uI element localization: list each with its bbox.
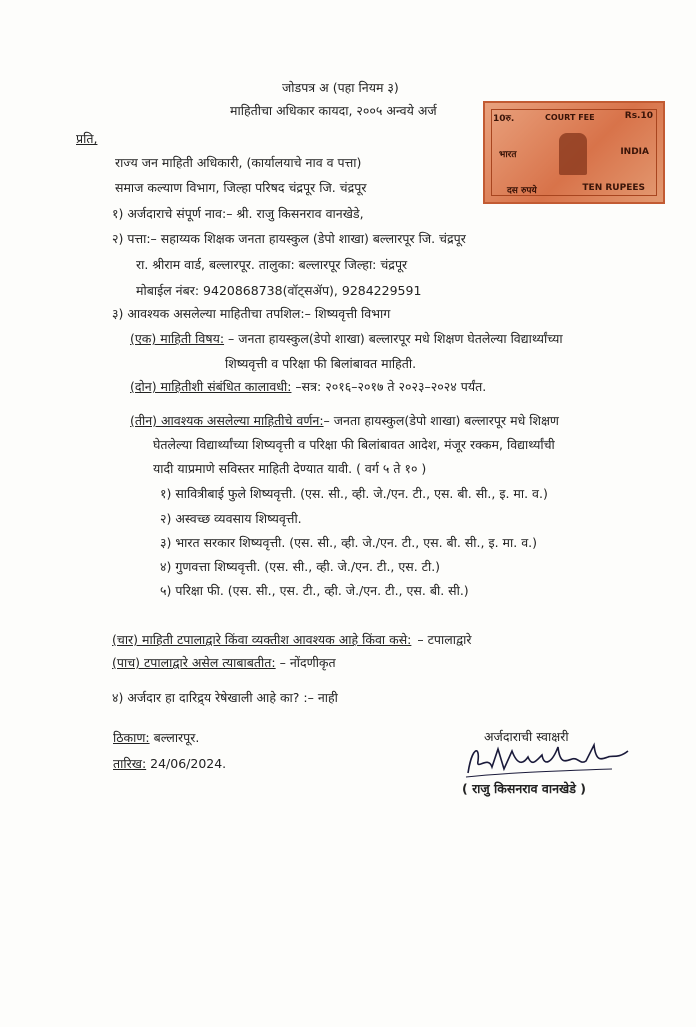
date-value: 24/06/2024.: [146, 756, 227, 771]
bpl-line: ४) अर्जदार हा दारिद्र्य रेषेखाली आहे का? :– नाही: [112, 690, 338, 705]
delivery-mode-text: – टपालाद्वारे: [417, 632, 472, 647]
stamp-court-fee: COURT FEE: [545, 113, 595, 122]
description-line-3: यादी याप्रमाणे सविस्तर माहिती देण्यात यावी. ( वर्ग ५ ते १० ): [153, 461, 427, 476]
signatory-name: ( राजु किसनराव वानखेडे ): [462, 781, 587, 796]
delivery-mode-line: [112, 632, 472, 648]
postal-type-line: [112, 655, 336, 671]
date-line: [113, 756, 226, 772]
header-line-2: माहितीचा अधिकार कायदा, २००५ अन्वये अर्ज: [230, 103, 437, 118]
address-line-2: रा. श्रीराम वार्ड, बल्लारपूर. तालुका: बल्लारपूर जिल्हा: चंद्रपूर: [136, 257, 408, 272]
mobile-line: मोबाईल नंबर: 9420868738(वॉट्सॲप), 9284229591: [136, 283, 422, 298]
handwritten-signature: [462, 737, 632, 781]
postal-type-text: – नोंदणीकृत: [275, 655, 336, 670]
place-line: [113, 730, 199, 746]
subject-line: [130, 331, 563, 347]
stamp-value-left: 10रु.: [493, 114, 515, 124]
postal-type-label: (पाच) टपालाद्वारे असेल त्याबाबतीत:: [112, 655, 276, 670]
date-label: तारिख:: [113, 756, 147, 771]
subject-label: (एक) माहिती विषय:: [130, 331, 225, 346]
place-value: बल्लारपूर.: [149, 730, 200, 745]
info-required: ३) आवश्यक असलेल्या माहितीचा तपशिल:– शिष्यवृत्ती विभाग: [112, 306, 391, 321]
applicant-name: १) अर्जदाराचे संपूर्ण नाव:– श्री. राजु किसनराव वानखेडे,: [112, 206, 364, 221]
prati: प्रति,: [76, 131, 98, 146]
subject-line-2: शिष्यवृत्ती व परिक्षा फी बिलांबावत माहिती.: [225, 356, 417, 371]
stamp-india: INDIA: [620, 147, 649, 157]
court-fee-stamp: [483, 101, 665, 204]
period-text: –सत्र: २०१६–२०१७ ते २०२३–२०२४ पर्यंत.: [291, 379, 487, 394]
address-line-1: २) पत्ता:– सहाय्यक शिक्षक जनता हायस्कुल (डेपो शाखा) बल्लारपूर जि. चंद्रपूर: [112, 231, 466, 246]
description-line: [130, 413, 559, 429]
stamp-value-right: Rs.10: [624, 111, 653, 121]
description-label: (तीन) आवश्यक असलेल्या माहितीचे वर्णन:: [130, 413, 324, 428]
place-label: ठिकाण:: [113, 730, 150, 745]
subject-text: – जनता हायस्कुल(डेपो शाखा) बल्लारपूर मधे शिक्षण घेतलेल्या विद्यार्थ्यांच्या: [224, 331, 563, 346]
list-item: ३) भारत सरकार शिष्यवृत्ती. (एस. सी., व्ही. जे./एन. टी., एस. बी. सी., इ. मा. व.): [160, 535, 537, 550]
stamp-bharat: भारत: [499, 150, 517, 160]
national-emblem-icon: [559, 133, 587, 175]
list-item: १) सावित्रीबाई फुले शिष्यवृत्ती. (एस. सी., व्ही. जे./एन. टी., एस. बी. सी., इ. मा. व.): [160, 486, 548, 501]
description-line-2: घेतलेल्या विद्यार्थ्यांच्या शिष्यवृत्ती व परिक्षा फी बिलांबावत आदेश, मंजूर रक्कम, विद्यार्थ्यांची: [153, 437, 555, 452]
list-item: ४) गुणवत्ता शिष्यवृत्ती. (एस. सी., व्ही. जे./एन. टी., एस. टी.): [160, 559, 441, 574]
stamp-das-rupaye: दस रुपये: [507, 186, 537, 196]
header-line-1: जोडपत्र अ (पहा नियम ३): [282, 80, 399, 95]
description-text: – जनता हायस्कुल(डेपो शाखा) बल्लारपूर मधे शिक्षण: [323, 413, 559, 428]
officer-line: राज्य जन माहिती अधिकारी, (कार्यालयाचे नाव व पत्ता): [115, 155, 362, 170]
list-item: २) अस्वच्छ व्यवसाय शिष्यवृत्ती.: [160, 511, 302, 526]
list-item: ५) परिक्षा फी. (एस. सी., एस. टी., व्ही. जे./एन. टी., एस. बी. सी.): [160, 583, 469, 598]
office-line: समाज कल्याण विभाग, जिल्हा परिषद चंद्रपूर जि. चंद्रपूर: [115, 180, 367, 195]
period-label: (दोन) माहितीशी संबंधित कालावधी:: [130, 379, 292, 394]
period-line: [130, 379, 486, 395]
signature-label: अर्जदाराची स्वाक्षरी: [484, 729, 569, 744]
delivery-mode-label: (चार) माहिती टपालाद्वारे किंवा व्यक्तीश आवश्यक आहे किंवा कसे:: [112, 632, 412, 647]
stamp-ten-rupees: TEN RUPEES: [582, 183, 645, 193]
